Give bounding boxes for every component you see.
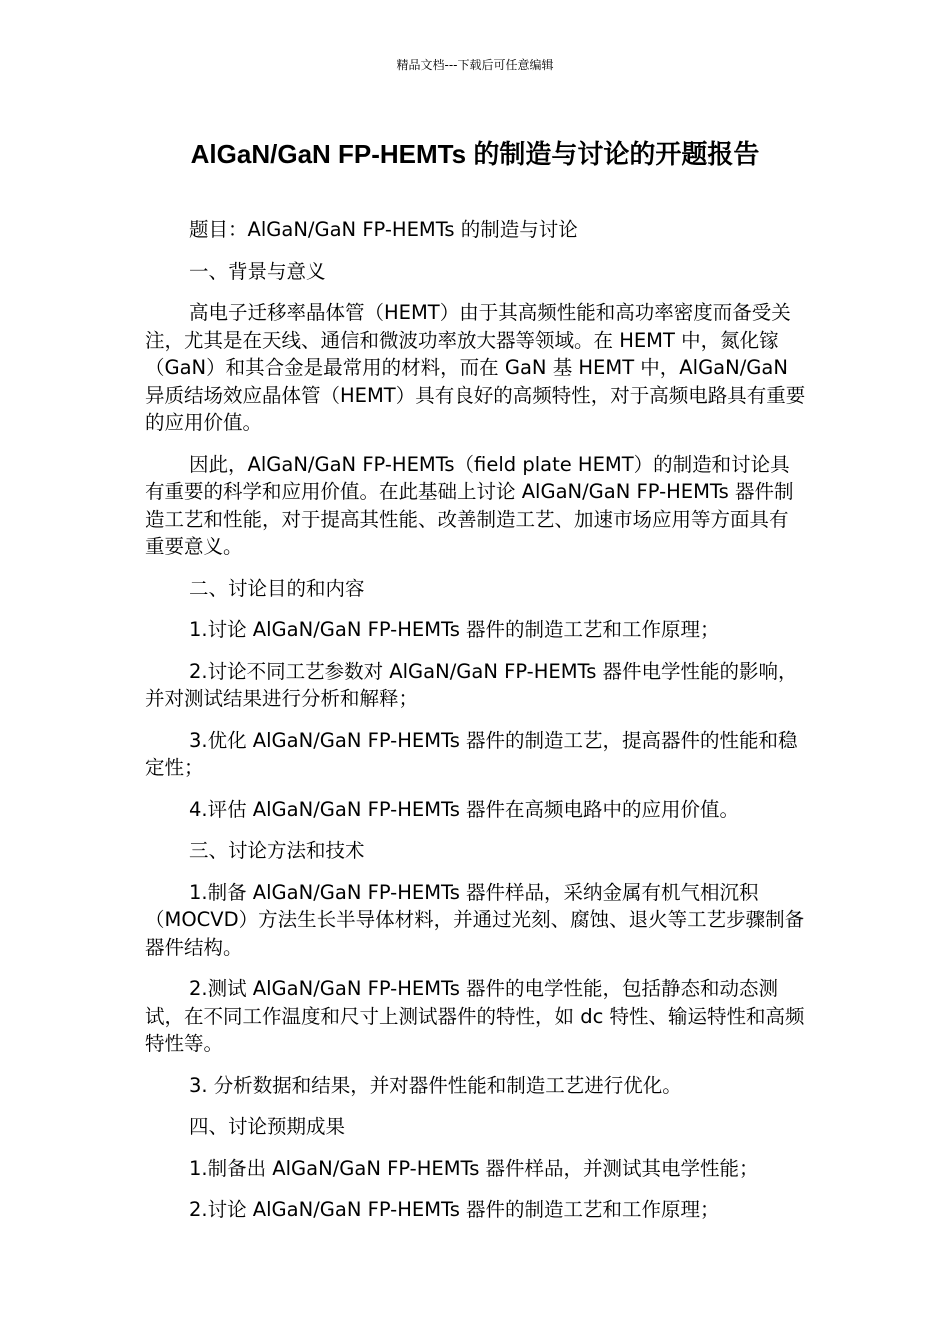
method-item-2: 2.测试 AlGaN/GaN FP-HEMTs 器件的电学性能，包括静态和动态测试，在不同工作温度和尺寸上测试器件的特性，如 dc 特性、输运特性和高频特性等。 bbox=[145, 977, 805, 1055]
outcome-item-1: 1.制备出 AlGaN/GaN FP-HEMTs 器件样品，并测试其电学性能； bbox=[189, 1156, 759, 1180]
objective-item-1: 1.讨论 AlGaN/GaN FP-HEMTs 器件的制造工艺和工作原理； bbox=[189, 618, 720, 641]
paragraph-background-1: 高电子迁移率晶体管（HEMT）由于其高频性能和高功率密度而备受关注，尤其是在天线、通信和微波功率放大器等领域。在 HEMT 中，氮化镓（GaN）和其合金是最常用的材料，而在 GaN 基 HEMT 中，AlGaN/GaN 异质结场效应晶体管（HEMT）具有良好的高频特性，对于高频电路具有重要的应用价值。 bbox=[145, 301, 806, 434]
objective-item-3: 3.优化 AlGaN/GaN FP-HEMTs 器件的制造工艺，提高器件的性能和稳定性； bbox=[145, 728, 798, 779]
section-heading-methods: 三、讨论方法和技术 bbox=[189, 839, 365, 862]
method-item-1: 1.制备 AlGaN/GaN FP-HEMTs 器件样品，采纳金属有机气相沉积（MOCVD）方法生长半导体材料，并通过光刻、腐蚀、退火等工艺步骤制备器件结构。 bbox=[145, 880, 805, 959]
objective-item-4: 4.评估 AlGaN/GaN FP-HEMTs 器件在高频电路中的应用价值。 bbox=[189, 797, 740, 821]
document-body bbox=[145, 216, 807, 1238]
document-title: AlGaN/GaN FP-HEMTs 的制造与讨论的开题报告 bbox=[190, 139, 760, 169]
objective-item-2: 2.讨论不同工艺参数对 AlGaN/GaN FP-HEMTs 器件电学性能的影响，并对测试结果进行分析和解释； bbox=[145, 659, 798, 710]
outcome-item-2: 2.讨论 AlGaN/GaN FP-HEMTs 器件的制造工艺和工作原理； bbox=[189, 1198, 720, 1221]
paragraph-background-2: 因此，AlGaN/GaN FP-HEMTs（field plate HEMT）的制造和讨论具有重要的科学和应用价值。在此基础上讨论 AlGaN/GaN FP-HEMTs 器件制造工艺和性能，对于提高其性能、改善制造工艺、加速市场应用等方面具有重要意义。 bbox=[145, 452, 794, 558]
page-header: 精品文档---下载后可任意编辑 bbox=[396, 58, 554, 72]
section-heading-outcomes: 四、讨论预期成果 bbox=[189, 1115, 346, 1138]
section-heading-background: 一、背景与意义 bbox=[189, 259, 326, 283]
topic-line: 题目：AlGaN/GaN FP-HEMTs 的制造与讨论 bbox=[189, 218, 578, 241]
method-item-3: 3. 分析数据和结果，并对器件性能和制造工艺进行优化。 bbox=[189, 1073, 682, 1097]
section-heading-objectives: 二、讨论目的和内容 bbox=[189, 576, 365, 600]
